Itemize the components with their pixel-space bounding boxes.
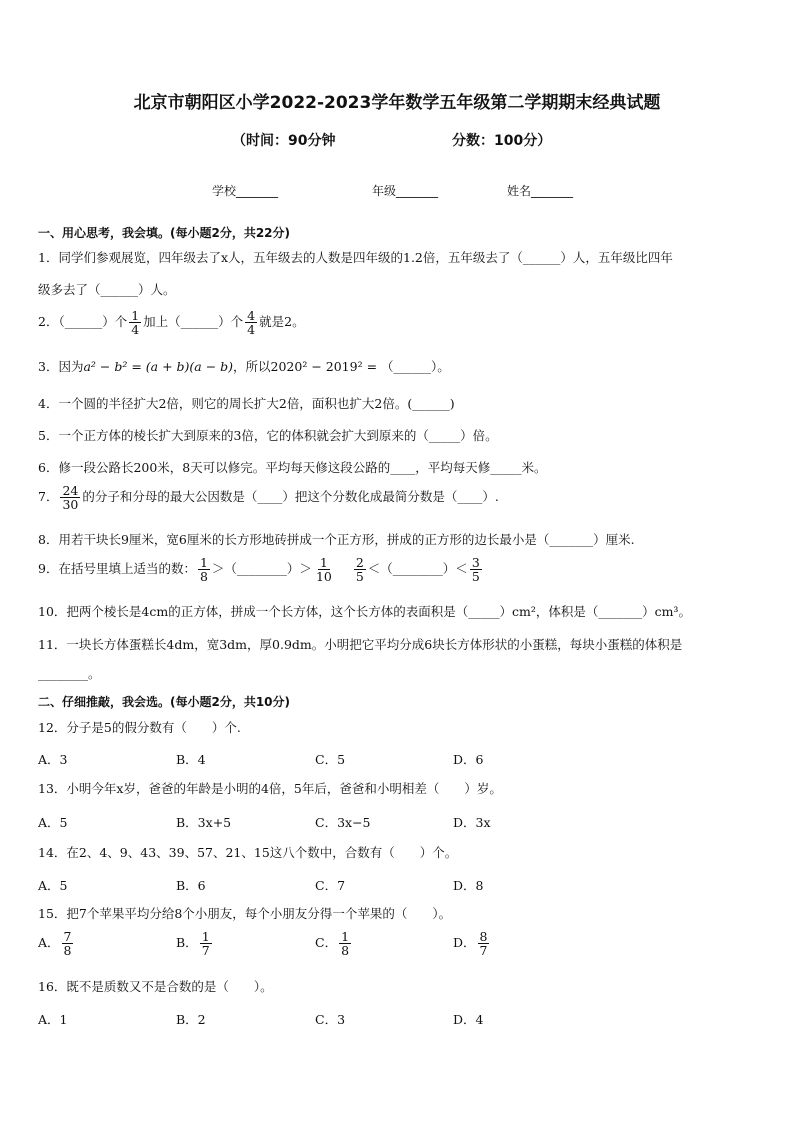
option-b: B． $\frac{1}{7}$ xyxy=(176,929,210,959)
option-c: C．5 xyxy=(315,752,346,767)
question-12: 12．分子是5的假分数有（ ）个. xyxy=(38,720,241,735)
option-d: D．3x xyxy=(453,815,491,830)
option-c: C．3 xyxy=(315,1012,346,1027)
question-5: 5．一个正方体的棱长扩大到原来的3倍，它的体积就会扩大到原来的（_____）倍。 xyxy=(38,428,498,443)
fraction: $\frac{24}{30}$ xyxy=(62,483,79,513)
fraction: $\frac{1}{10}$ xyxy=(315,555,332,585)
question-1-line1: 1．同学们参观展览，四年级去了x人，五年级去的人数是四年级的1.2倍，五年级去了（______）人，五年级比四年 xyxy=(38,250,673,265)
option-b: B．4 xyxy=(176,752,206,767)
question-1-line2: 级多去了（______）人。 xyxy=(38,282,176,297)
option-d: D．6 xyxy=(453,752,484,767)
formula: a² − b² = (a + b)(a − b) xyxy=(83,359,234,374)
question-6: 6．修一段公路长200米，8天可以修完。平均每天修这段公路的____，平均每天修_____米。 xyxy=(38,460,547,475)
time-label: （时间：90分钟 xyxy=(232,133,336,149)
option-c: C．7 xyxy=(315,878,346,893)
option-a: A．3 xyxy=(38,752,68,767)
question-14: 14．在2、4、9、43、39、57、21、15这八个数中，合数有（ ）个。 xyxy=(38,845,458,860)
fraction: $\frac{2}{5}$ xyxy=(355,555,364,585)
section-2-heading: 二、仔细推敲，我会选。(每小题2分，共10分) xyxy=(38,695,291,709)
section-1-heading: 一、用心思考，我会填。(每小题2分，共22分) xyxy=(38,226,291,240)
option-d: D．8 xyxy=(453,878,484,893)
fraction: $\frac{8}{7}$ xyxy=(479,929,488,959)
question-9: 9．在括号里填上适当的数： $\frac{1}{8}$ ＞（________）＞ $\frac{1}{10}$ $\frac{2}{5}$ ＜（________）＜ $\frac{3}{5}$ xyxy=(38,555,480,585)
option-d: D． $\frac{8}{7}$ xyxy=(453,929,488,959)
question-7: 7． $\frac{24}{30}$ 的分子和分母的最大公因数是（____）把这个分数化成最简分数是（____）. xyxy=(38,483,499,513)
option-a: A．5 xyxy=(38,878,68,893)
fraction: $\frac{3}{5}$ xyxy=(471,555,480,585)
option-a: A． $\frac{7}{8}$ xyxy=(38,929,72,959)
grade-field: 年级_______ xyxy=(372,184,439,198)
fraction: $\frac{1}{8}$ xyxy=(199,555,208,585)
fraction: $\frac{1}{4}$ xyxy=(131,308,140,338)
name-field: 姓名_______ xyxy=(507,184,574,198)
fraction: $\frac{7}{8}$ xyxy=(63,929,72,959)
question-4: 4．一个圆的半径扩大2倍，则它的周长扩大2倍，面积也扩大2倍。(______) xyxy=(38,396,455,411)
option-b: B．6 xyxy=(176,878,206,893)
question-15: 15．把7个苹果平均分给8个小朋友，每个小朋友分得一个苹果的（ ）。 xyxy=(38,906,452,921)
option-d: D．4 xyxy=(453,1012,484,1027)
fraction: $\frac{4}{4}$ xyxy=(247,308,256,338)
option-a: A．1 xyxy=(38,1012,68,1027)
question-10: 10．把两个棱长是4cm的正方体，拼成一个长方体，这个长方体的表面积是（_____）cm²，体积是（_______）cm³。 xyxy=(38,604,691,619)
question-16: 16．既不是质数又不是合数的是（ ）。 xyxy=(38,979,273,994)
question-2: 2．（______）个 $\frac{1}{4}$ 加上（______）个 $\frac{4}{4}$ 就是2。 xyxy=(38,308,305,338)
school-field: 学校_______ xyxy=(212,184,279,198)
page-title: 北京市朝阳区小学2022-2023学年数学五年级第二学期期末经典试题 xyxy=(133,93,661,113)
fraction: $\frac{1}{7}$ xyxy=(201,929,210,959)
fraction: $\frac{1}{8}$ xyxy=(341,929,350,959)
question-3: 3．因为a² − b² = (a + b)(a − b)，所以2020² − 2019² = （______）。 xyxy=(38,359,450,374)
option-c: C．3x−5 xyxy=(315,815,371,830)
question-11-line2: ________。 xyxy=(38,666,101,681)
option-b: B．2 xyxy=(176,1012,206,1027)
question-11-line1: 11．一块长方体蛋糕长4dm，宽3dm，厚0.9dm。小明把它平均分成6块长方体形状的小蛋糕，每块小蛋糕的体积是 xyxy=(38,637,683,652)
option-b: B．3x+5 xyxy=(176,815,232,830)
score-label: 分数：100分） xyxy=(452,133,552,149)
option-c: C． $\frac{1}{8}$ xyxy=(315,929,350,959)
question-8: 8．用若干块长9厘米，宽6厘米的长方形地砖拼成一个正方形，拼成的正方形的边长最小是（_______）厘米. xyxy=(38,532,635,547)
question-13: 13．小明今年x岁，爸爸的年龄是小明的4倍，5年后，爸爸和小明相差（ ）岁。 xyxy=(38,781,502,796)
option-a: A．5 xyxy=(38,815,68,830)
